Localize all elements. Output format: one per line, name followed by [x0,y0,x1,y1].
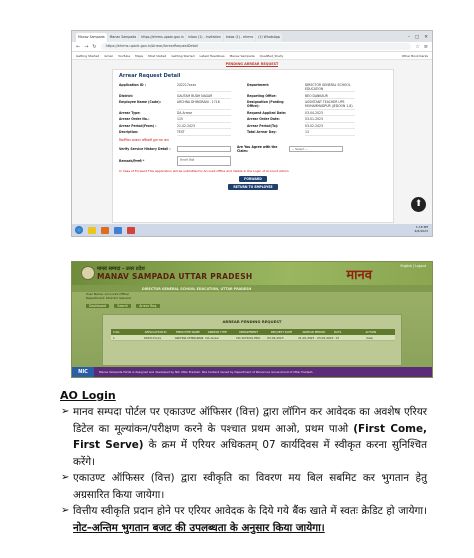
back-icon[interactable]: ← [76,43,81,50]
portal-photo [71,261,433,378]
url-field[interactable]: https://ehrms.upsdc.gov.in/Arrear/ArrearRequestDetail [101,43,412,50]
bookmark[interactable]: Gmail [104,53,113,58]
app-icon[interactable] [127,227,135,234]
remark-row [119,156,387,166]
bookmark[interactable]: Latest Headlines [199,53,225,58]
arrow-bullet-icon: ➢ [61,505,70,516]
panel-title: Arrear Request Detail [119,73,181,79]
tab-bar [72,31,432,42]
field-value: ARCHNA DHINGRANI - 1716 [177,100,231,109]
window-controls [408,33,432,42]
user-info [86,292,131,300]
table-cell: DG SCHOOL EDU. [236,336,262,340]
instruction-list [61,404,427,536]
media-player-icon[interactable] [101,227,109,234]
browser-tab[interactable]: Inbox (1) - Invitation [186,33,222,42]
agree-label: Are You Agree with the Claim: [237,144,278,153]
bullet-text: वित्तीय स्वीकृति प्रदान होने पर एरियर आवेदक के दिये गये बैंक खाते में स्वतः क्रेडिट हो जायेगा। [73,505,427,517]
field-value: 13 [305,130,355,135]
up-emblem-icon [81,266,95,280]
column-header: S.No [113,330,120,334]
portal-header [72,262,432,285]
nic-logo: NIC [72,367,94,377]
address-bar [72,42,432,52]
pending-request-panel [102,314,402,366]
field-label: Department: [247,83,270,87]
field-value: 21-02-2023 [177,124,231,129]
field-value: 202217xxxx [177,83,231,92]
portal-title: MANAV SAMPADA UTTAR PRADESH [97,272,253,281]
bookmark[interactable]: Getting Started [76,53,100,58]
folder-icon[interactable] [88,227,96,234]
forward-button[interactable]: FORWARD [239,176,267,182]
portal-title-hindi: मानव सम्पदा - उत्तर प्रदेश [97,266,145,272]
column-header: REQUEST DATE [270,330,293,334]
bookmark[interactable]: Most Visited [148,53,167,58]
bookmark[interactable]: Maps [135,53,144,58]
bookmarks-bar [72,52,432,60]
remark-label: Remark/टिप्पणी * [119,158,145,163]
pending-table [111,329,395,341]
nav-search[interactable]: Search [114,304,131,308]
browser-tab[interactable]: https://ehrms.upsdc.gov.in [139,33,185,42]
agree-select[interactable]: -- Select -- [289,146,343,152]
field-label: Request Applied Date: [247,110,287,115]
user-info-line: Department: Director General [86,296,131,300]
field-value: 03-01-2023 [305,117,355,122]
column-header: DAYS [333,330,342,334]
arrow-bullet-icon: ➢ [61,406,70,417]
field-label: Arrear Period(From) : [119,123,157,128]
table-cell: DA Arrear [205,336,220,340]
field-value: GAUTAM BUDH NAGAR [177,94,231,99]
nav-arrear[interactable]: Arrear Req. [136,304,160,308]
section-heading: AO Login [60,389,116,402]
field-label: Arrear Type: [119,110,141,115]
field-label: Designation (Posting Office): [247,100,284,109]
field-label: Arrear Order Date: [247,117,280,122]
footer-text: Manav Sampada Portal is designed and developed by NIC Uttar Pradesh. Site Content owned by Department of Personnel, Government of Uttar Pradesh. [99,370,314,374]
field-value: ASSISTANT TEACHER UPS MOHAMMADPUR (JEDOON 1-8) [305,100,355,109]
language-logout-links[interactable]: English | Logout [400,264,426,268]
bookmark-other[interactable]: Other Bookmarks [401,53,428,58]
panel-title: ARREAR PENDING REQUEST [222,319,282,324]
user-info-line: User Name: Accounts Officer [86,292,130,296]
close-button[interactable]: ✕ [424,35,428,40]
bullet-text: के क्रम में एरियर अधिकतम् 07 कार्यदिवस में स्वीकृत करना सुनिश्चित करेंगे। [73,439,427,468]
arrow-bullet-icon: ➢ [61,472,70,483]
table-cell: ARCHNA DHINGRANI [174,336,204,340]
list-item [61,404,427,470]
return-button[interactable]: RETURN TO EMPLOYEE [228,184,277,190]
taskbar [72,224,432,236]
system-clock [415,226,432,233]
field-value: 03-02-2023 [305,124,355,129]
field-label: Reporting Office: [247,93,277,98]
view-link[interactable]: View [366,336,373,340]
browser-screenshot [71,30,433,237]
nav-dashboard[interactable]: Dashboard [86,304,109,308]
detail-grid [119,83,387,136]
field-label: District: [119,93,134,98]
list-item [61,503,427,536]
field-value: 115 [177,117,231,122]
reload-icon[interactable]: ↻ [92,43,97,50]
column-header: ARREAR TYPE [207,330,227,334]
forward-warning: In Case of Forward This Application will be submitted to Account Office and Visible in the Login of Account Admin [119,168,289,173]
clock-time: 1:18 PM [415,225,428,230]
minimize-button[interactable]: – [407,35,410,40]
field-value: BEO DANKAUR [305,94,355,99]
field-value: TEST [177,130,231,135]
clock-date: 4/6/2023 [414,229,428,233]
field-value: DA Arrear [177,111,231,116]
maximize-button[interactable]: □ [414,35,420,40]
column-header: APPLICATION ID [144,330,167,334]
column-header: ACTION [365,330,377,334]
list-item [61,470,427,503]
verify-note: विवरणिका सत्यापन अधिकारी द्वारा भरा जाय [119,137,169,142]
department-name: DIRECTOR GENERAL SCHOOL EDUCATION, UTTAR PRADESH [142,286,252,291]
browser-tab[interactable]: Inbox (1) - ehrms [224,33,255,42]
table-cell: 21-02-2023 - 03-02-2023 [298,336,334,340]
remark-input[interactable]: टिप्पणी लिखें [177,156,231,166]
table-cell: 1 [113,336,115,340]
action-buttons [119,176,387,190]
manav-logo: मानव [346,268,372,283]
table-cell: 13 [335,336,339,340]
field-label: Decription: [119,130,139,135]
field-value: DIRECTOR GENERAL SCHOOL EDUCATION [305,83,355,92]
scroll-up-icon[interactable]: ⬆ [411,197,426,212]
table-row[interactable] [111,335,395,341]
bookmark[interactable]: Getting Started [171,53,195,58]
field-label: Employee Name (Code): [119,100,161,105]
field-label: Arrear Order No.: [119,117,150,122]
verify-select[interactable] [177,146,231,152]
page-tab-bar [72,60,432,68]
verify-label: Verify Service History Detail : [119,146,171,151]
menu-icon[interactable]: ≡ [423,43,428,50]
bullet-text: मानव सम्पदा पोर्टल पर एकाउण्ट ऑफिसर (वित्त) द्वारा लॉगिन कर आवेदक का अवशेष एरियर डिटेल का मूल्यांकन/परीक्षण करने के पश्चात प्रथम आओ, प्रथम पाओ [73,406,427,435]
bookmark[interactable]: YouTube [117,53,131,58]
field-label: Total Arrear Day: [247,130,277,135]
portal-nav [86,304,160,308]
bookmark[interactable]: Qualified_Study [259,53,284,58]
bookmark[interactable]: Manav Sampada [229,53,255,58]
star-icon[interactable]: ☆ [415,43,420,50]
column-header: DEPARTMENT [239,330,259,334]
department-bar [72,285,432,292]
browser-tab[interactable]: (1) WhatsApp [256,33,282,42]
browser-tab[interactable]: Manav Sampada [108,33,139,42]
column-header: EMPLOYEE NAME [176,330,200,334]
bullet-text: एकाउण्ट ऑफिसर (वित्त) द्वारा स्वीकृति का विवरण मय बिल सबमिट कर भुगतान हेतु अग्रसारित किया जायेगा। [73,472,427,501]
field-label: Application ID : [119,83,146,87]
arrear-detail-panel [112,69,394,223]
portal-footer [72,367,432,377]
table-cell: 03-04-2023 [267,336,284,340]
tab-pending-arrear[interactable]: PENDING ARREAR REQUEST [225,61,279,66]
table-cell: 202217xxxx [143,336,162,340]
forward-icon[interactable]: → [84,43,89,50]
verify-row [119,145,387,153]
column-header: ARREAR PERIOD [302,330,326,334]
start-button-icon[interactable] [75,226,83,234]
field-value: 03-04-2023 [305,111,355,116]
bullet-note: नोट–अन्तिम भुगतान बजट की उपलब्धता के अनुसार किया जायेगा। [73,521,325,534]
chrome-icon[interactable] [114,227,122,234]
bullet-bold-text: (First Come, First Serve) [73,422,427,451]
browser-tab[interactable]: Manav Sampada [76,33,107,42]
field-label: Arrear Period(To): [247,123,279,128]
